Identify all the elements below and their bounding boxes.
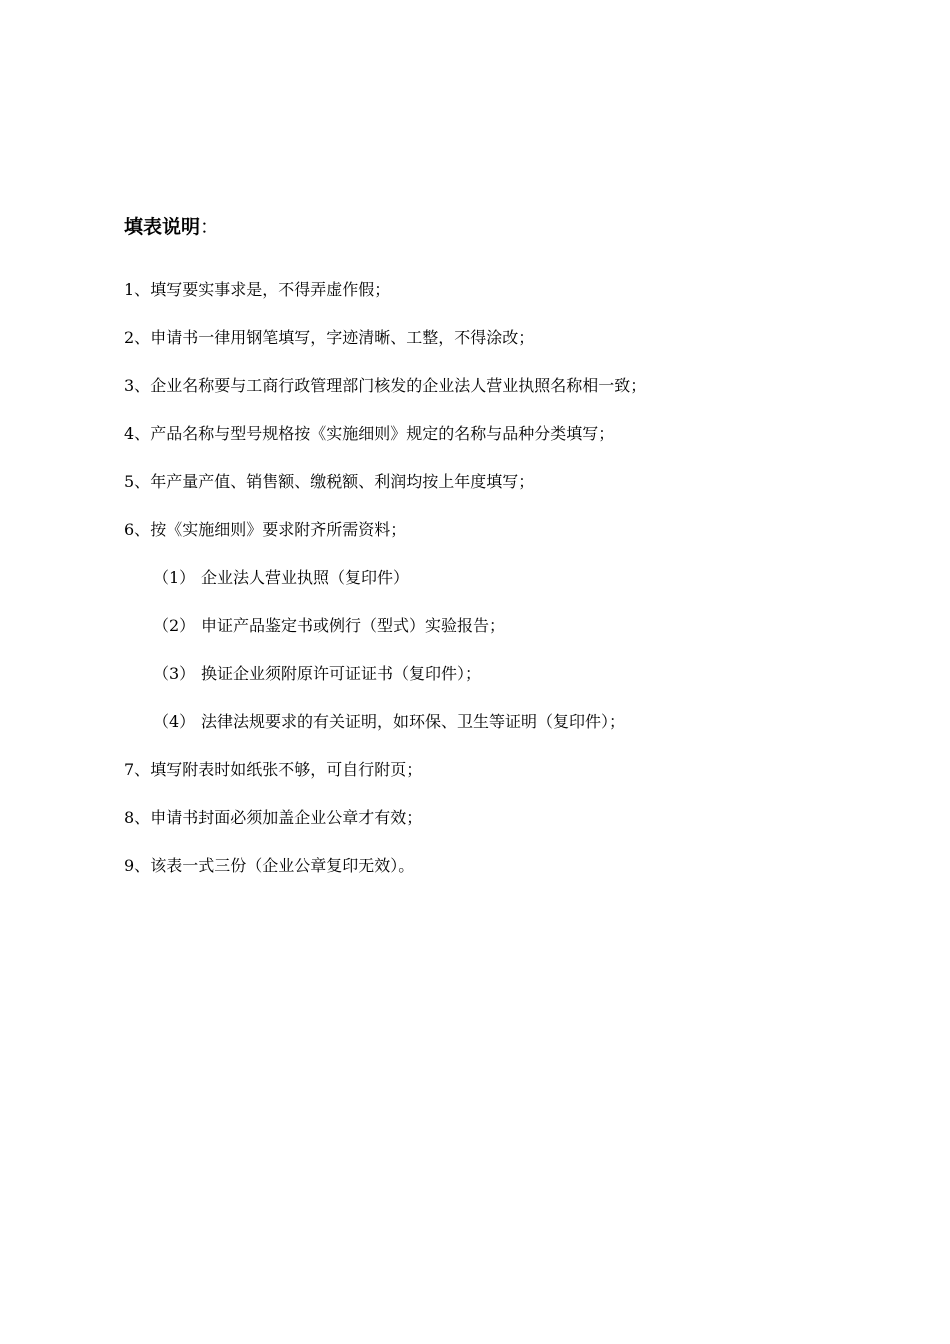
item-number: 9、 bbox=[124, 856, 151, 875]
item-number: 8、 bbox=[124, 808, 151, 827]
item-number: 5、 bbox=[124, 472, 151, 491]
list-item-2 bbox=[124, 326, 904, 374]
item-text: 申请书一律用钢笔填写，字迹清晰、工整，不得涂改； bbox=[150, 328, 535, 347]
sub-item-number: （1） bbox=[153, 568, 196, 587]
list-item-1 bbox=[124, 278, 904, 326]
item-number: 4、 bbox=[124, 424, 151, 443]
page-title bbox=[124, 212, 219, 239]
list-item-8 bbox=[124, 806, 904, 854]
sub-item-1 bbox=[124, 566, 904, 614]
sub-item-2 bbox=[124, 614, 904, 662]
item-text: 填写要实事求是，不得弄虚作假； bbox=[150, 280, 391, 299]
list-item-4 bbox=[124, 422, 904, 470]
item-text: 填写附表时如纸张不够，可自行附页； bbox=[150, 760, 423, 779]
sub-item-text: 换证企业须附原许可证证书（复印件）； bbox=[201, 664, 482, 683]
list-item-7 bbox=[124, 758, 904, 806]
item-text: 年产量产值、销售额、缴税额、利润均按上年度填写； bbox=[150, 472, 535, 491]
sub-item-number: （4） bbox=[153, 712, 196, 731]
item-number: 6、 bbox=[124, 520, 151, 539]
list-item-3 bbox=[124, 374, 904, 422]
item-number: 1、 bbox=[124, 280, 151, 299]
item-text: 该表一式三份（企业公章复印无效）。 bbox=[150, 856, 415, 875]
instruction-list bbox=[124, 278, 904, 902]
sub-item-3 bbox=[124, 662, 904, 710]
title-text: 填表说明 bbox=[124, 216, 201, 238]
sub-item-number: （3） bbox=[153, 664, 196, 683]
item-text: 申请书封面必须加盖企业公章才有效； bbox=[150, 808, 423, 827]
item-number: 2、 bbox=[124, 328, 151, 347]
item-number: 3、 bbox=[124, 376, 151, 395]
item-text: 按《实施细则》要求附齐所需资料； bbox=[150, 520, 407, 539]
list-item-5 bbox=[124, 470, 904, 518]
sub-item-text: 企业法人营业执照（复印件） bbox=[201, 568, 410, 587]
sub-item-number: （2） bbox=[153, 616, 196, 635]
title-colon: ： bbox=[200, 216, 220, 238]
item-text: 企业名称要与工商行政管理部门核发的企业法人营业执照名称相一致； bbox=[150, 376, 647, 395]
list-item-6 bbox=[124, 518, 904, 566]
item-number: 7、 bbox=[124, 760, 151, 779]
sub-item-text: 法律法规要求的有关证明，如环保、卫生等证明（复印件）； bbox=[201, 712, 626, 731]
list-item-9 bbox=[124, 854, 904, 902]
sub-item-4 bbox=[124, 710, 904, 758]
sub-item-text: 申证产品鉴定书或例行（型式）实验报告； bbox=[201, 616, 506, 635]
item-text: 产品名称与型号规格按《实施细则》规定的名称与品种分类填写； bbox=[150, 424, 615, 443]
